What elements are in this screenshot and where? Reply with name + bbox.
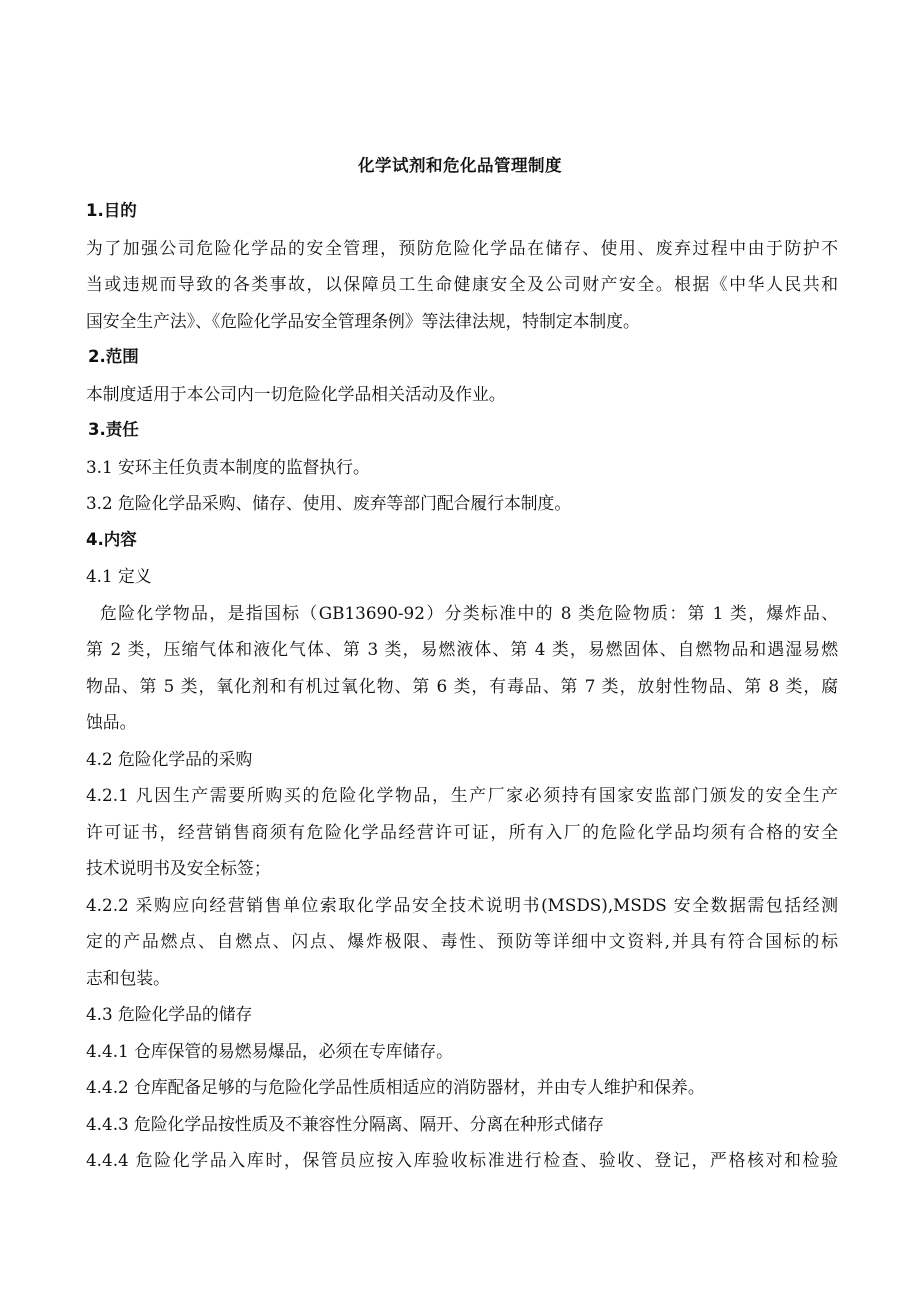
paragraph-line: 4.4.2 仓库配备足够的与危险化学品性质相适应的消防器材，并由专人维护和保养。 (86, 1077, 705, 1097)
subsection-heading: 4.1 定义 (86, 566, 152, 586)
section-heading-responsibility: 3.责任 (88, 420, 139, 439)
paragraph-line: 第 2 类，压缩气体和液化气体、第 3 类，易燃液体、第 4 类，易燃固体、自燃物品和遇湿易燃 (86, 639, 838, 659)
paragraph-line: 4.4.1 仓库保管的易燃易爆品，必须在专库储存。 (86, 1040, 453, 1061)
paragraph-line: 技术说明书及安全标签； (86, 858, 271, 878)
paragraph-line: 3.2 危险化学品采购、储存、使用、废弃等部门配合履行本制度。 (86, 493, 572, 513)
paragraph-line: 4.2.2 采购应向经营销售单位索取化学品安全技术说明书(MSDS),MSDS 安全数据需包括经测 (86, 894, 838, 915)
section-heading-scope: 2.范围 (88, 347, 139, 366)
document-body (86, 193, 838, 1179)
paragraph-line: 本制度适用于本公司内一切危险化学品相关活动及作业。 (86, 383, 506, 404)
section-heading-purpose: 1.目的 (86, 201, 137, 220)
paragraph-line: 许可证书，经营销售商须有危险化学品经营许可证，所有入厂的危险化学品均须有合格的安全 (86, 821, 838, 842)
paragraph-line: 当或违规而导致的各类事故，以保障员工生命健康安全及公司财产安全。根据《中华人民共和 (86, 274, 838, 294)
paragraph-line: 国安全生产法》、《危险化学品安全管理条例》等法律法规，特制定本制度。 (86, 310, 640, 331)
subsection-heading: 4.2 危险化学品的采购 (86, 748, 253, 769)
section-heading-content: 4.内容 (86, 529, 137, 549)
paragraph-line: 4.4.3 危险化学品按性质及不兼容性分隔离、隔开、分离在种形式储存 (86, 1113, 604, 1134)
paragraph-line: 定的产品燃点、自燃点、闪点、爆炸极限、毒性、预防等详细中文资料,并具有符合国标的标 (86, 931, 838, 951)
paragraph-line: 危险化学物品，是指国标（GB13690-92）分类标准中的 8 类危险物质：第 1 类，爆炸品、 (100, 602, 838, 623)
paragraph-line: 物品、第 5 类，氧化剂和有机过氧化物、第 6 类，有毒品、第 7 类，放射性物品、第 8 类，腐 (86, 675, 838, 696)
paragraph-line: 蚀品。 (86, 712, 137, 732)
document-title: 化学试剂和危化品管理制度 (358, 156, 562, 175)
paragraph-line: 志和包装。 (86, 967, 170, 988)
paragraph-line: 4.4.4 危险化学品入库时，保管员应按入库验收标准进行检查、验收、登记，严格核对和检验 (86, 1150, 838, 1170)
paragraph-line: 3.1 安环主任负责本制度的监督执行。 (86, 456, 370, 477)
paragraph-line: 4.2.1 凡因生产需要所购买的危险化学物品，生产厂家必须持有国家安监部门颁发的安全生产 (86, 785, 838, 805)
paragraph-line: 为了加强公司危险化学品的安全管理，预防危险化学品在储存、使用、废弃过程中由于防护不 (86, 237, 838, 258)
subsection-heading: 4.3 危险化学品的储存 (86, 1004, 253, 1024)
